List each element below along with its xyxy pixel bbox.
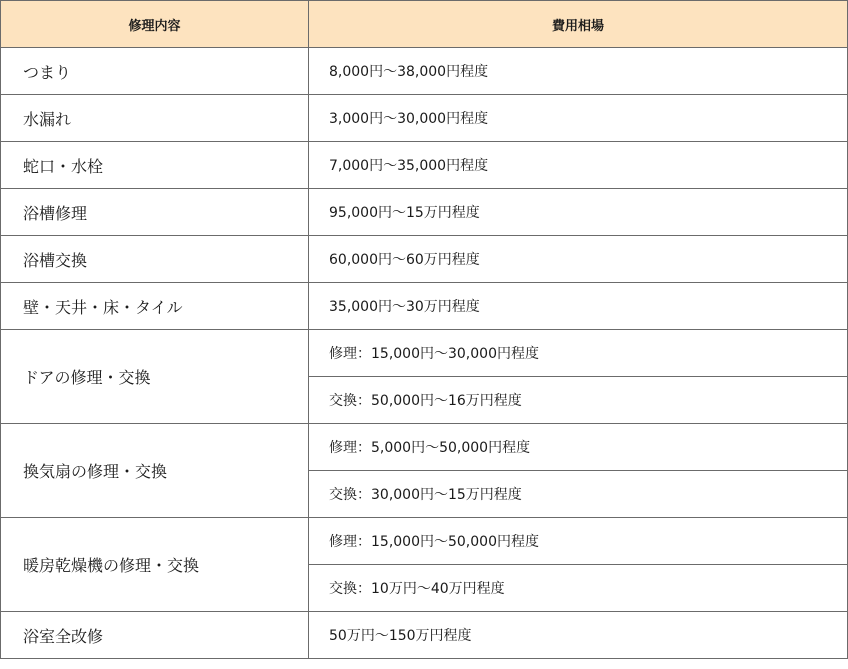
repair-item: 暖房乾燥機の修理・交換 — [1, 518, 309, 612]
cost-value: 60,000円〜60万円程度 — [309, 236, 848, 283]
repair-item: 水漏れ — [1, 95, 309, 142]
header-cost-range: 費用相場 — [309, 1, 848, 48]
repair-item: 壁・天井・床・タイル — [1, 283, 309, 330]
cost-value-repair: 修理：15,000円〜50,000円程度 — [309, 518, 848, 565]
cost-value-replace: 交換：10万円〜40万円程度 — [309, 565, 848, 612]
repair-item: つまり — [1, 48, 309, 95]
repair-item: 浴室全改修 — [1, 612, 309, 659]
repair-item: 浴槽修理 — [1, 189, 309, 236]
table-header-row — [1, 1, 848, 48]
table-row — [1, 189, 848, 236]
cost-value-replace: 交換：30,000円〜15万円程度 — [309, 471, 848, 518]
cost-value: 7,000円〜35,000円程度 — [309, 142, 848, 189]
table-row — [1, 612, 848, 659]
repair-item: 換気扇の修理・交換 — [1, 424, 309, 518]
table-row — [1, 283, 848, 330]
cost-value-repair: 修理：15,000円〜30,000円程度 — [309, 330, 848, 377]
table-row — [1, 330, 848, 377]
cost-value-replace: 交換：50,000円〜16万円程度 — [309, 377, 848, 424]
repair-item: 蛇口・水栓 — [1, 142, 309, 189]
header-repair-content: 修理内容 — [1, 1, 309, 48]
cost-value: 50万円〜150万円程度 — [309, 612, 848, 659]
cost-value: 95,000円〜15万円程度 — [309, 189, 848, 236]
table-row — [1, 236, 848, 283]
table-row — [1, 48, 848, 95]
cost-value: 35,000円〜30万円程度 — [309, 283, 848, 330]
table-row — [1, 424, 848, 471]
cost-value: 8,000円〜38,000円程度 — [309, 48, 848, 95]
table-row — [1, 142, 848, 189]
repair-item: ドアの修理・交換 — [1, 330, 309, 424]
repair-item: 浴槽交換 — [1, 236, 309, 283]
cost-value-repair: 修理：5,000円〜50,000円程度 — [309, 424, 848, 471]
table-row — [1, 95, 848, 142]
cost-value: 3,000円〜30,000円程度 — [309, 95, 848, 142]
table-row — [1, 518, 848, 565]
